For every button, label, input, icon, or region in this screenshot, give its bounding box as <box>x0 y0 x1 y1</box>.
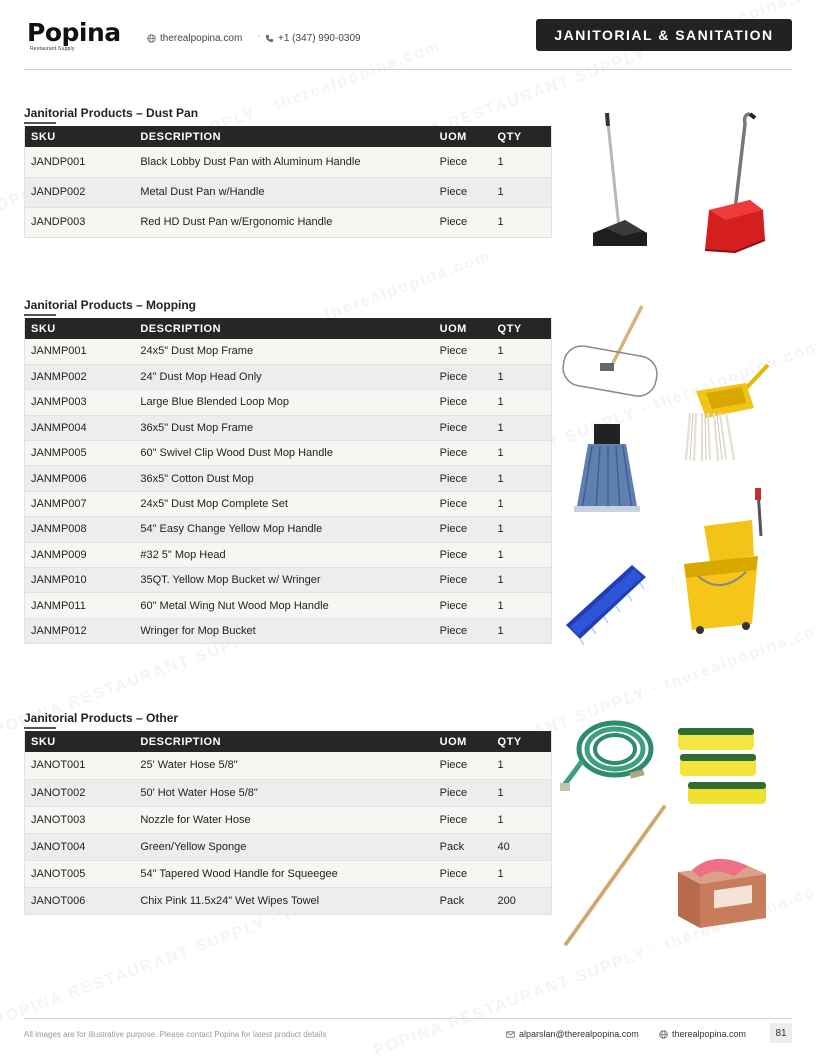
cell-description: Chix Pink 11.5x24" Wet Wipes Towel <box>134 887 433 914</box>
yellow-mop-bucket-image <box>676 486 771 636</box>
table-row <box>25 339 552 364</box>
cell-qty: 1 <box>492 339 552 364</box>
cell-sku: JANOT001 <box>25 752 135 779</box>
cell-qty: 1 <box>492 207 552 237</box>
mopping-table <box>24 318 552 644</box>
cell-qty: 1 <box>492 568 552 593</box>
table-header-row <box>25 318 552 339</box>
table-row <box>25 415 552 440</box>
cell-qty: 200 <box>492 887 552 914</box>
col-qty: QTY <box>492 731 552 752</box>
cell-sku: JANDP003 <box>25 207 135 237</box>
table-row <box>25 466 552 491</box>
header-website[interactable] <box>147 33 242 44</box>
brand-logo[interactable] <box>27 18 121 54</box>
cell-qty: 1 <box>492 364 552 389</box>
footer-divider <box>24 1018 792 1019</box>
cell-uom: Pack <box>434 833 492 860</box>
footer-website[interactable] <box>659 1029 746 1039</box>
table-header-row <box>25 126 552 147</box>
table-row <box>25 491 552 516</box>
cell-sku: JANOT003 <box>25 806 135 833</box>
yellow-mop-handle-image <box>676 363 771 463</box>
cell-description: 24x5" Dust Mop Frame <box>134 339 433 364</box>
blue-dust-mop-image <box>562 563 662 655</box>
section-title-other: Janitorial Products – Other <box>24 711 179 725</box>
page-number: 81 <box>770 1023 792 1043</box>
page-header <box>0 0 816 70</box>
cell-uom: Piece <box>434 415 492 440</box>
dust-mop-frame-image <box>560 303 660 398</box>
cell-qty: 1 <box>492 542 552 567</box>
header-phone-text: +1 (347) 990-0309 <box>278 33 361 44</box>
table-row <box>25 177 552 207</box>
cell-sku: JANOT002 <box>25 779 135 806</box>
cell-uom: Piece <box>434 177 492 207</box>
cell-qty: 1 <box>492 415 552 440</box>
cell-sku: JANMP010 <box>25 568 135 593</box>
cell-qty: 40 <box>492 833 552 860</box>
cell-uom: Piece <box>434 491 492 516</box>
header-separator: · <box>257 31 261 42</box>
cell-uom: Piece <box>434 568 492 593</box>
col-sku: SKU <box>25 126 135 147</box>
sponge-image <box>676 722 768 810</box>
header-website-text: therealpopina.com <box>160 33 243 44</box>
cell-description: 60" Swivel Clip Wood Dust Mop Handle <box>134 441 433 466</box>
table-row <box>25 833 552 860</box>
cell-description: Large Blue Blended Loop Mop <box>134 390 433 415</box>
table-row <box>25 568 552 593</box>
table-row <box>25 441 552 466</box>
cell-description: 24x5" Dust Mop Complete Set <box>134 491 433 516</box>
footer-website-text: therealpopina.com <box>672 1029 747 1039</box>
cell-description: Green/Yellow Sponge <box>134 833 433 860</box>
cell-uom: Piece <box>434 390 492 415</box>
cell-sku: JANMP003 <box>25 390 135 415</box>
globe-icon <box>147 34 156 43</box>
col-uom: UOM <box>434 126 492 147</box>
footer-email-text: alparslan@therealpopina.com <box>519 1029 639 1039</box>
cell-sku: JANOT006 <box>25 887 135 914</box>
footer-email[interactable] <box>506 1029 639 1039</box>
cell-description: 50' Hot Water Hose 5/8" <box>134 779 433 806</box>
col-uom: UOM <box>434 318 492 339</box>
cell-description: Metal Dust Pan w/Handle <box>134 177 433 207</box>
col-description: DESCRIPTION <box>134 318 433 339</box>
table-row <box>25 207 552 237</box>
logo-subtitle: Restaurant Supply <box>30 46 75 52</box>
cell-uom: Piece <box>434 517 492 542</box>
cell-description: 36x5" Cotton Dust Mop <box>134 466 433 491</box>
table-row <box>25 779 552 806</box>
cell-uom: Piece <box>434 364 492 389</box>
mail-icon <box>506 1030 515 1039</box>
section-title-mopping: Janitorial Products – Mopping <box>24 298 197 312</box>
cell-uom: Piece <box>434 806 492 833</box>
col-description: DESCRIPTION <box>134 731 433 752</box>
cell-sku: JANMP011 <box>25 593 135 618</box>
col-sku: SKU <box>25 318 135 339</box>
cell-qty: 1 <box>492 860 552 887</box>
cell-sku: JANMP001 <box>25 339 135 364</box>
table-row <box>25 147 552 177</box>
phone-icon <box>265 34 274 43</box>
cell-uom: Piece <box>434 207 492 237</box>
header-divider <box>24 69 792 70</box>
cell-uom: Piece <box>434 339 492 364</box>
cell-description: 24" Dust Mop Head Only <box>134 364 433 389</box>
col-description: DESCRIPTION <box>134 126 433 147</box>
cell-description: 60" Metal Wing Nut Wood Mop Handle <box>134 593 433 618</box>
col-uom: UOM <box>434 731 492 752</box>
table-row <box>25 618 552 643</box>
cell-description: 25' Water Hose 5/8" <box>134 752 433 779</box>
cell-sku: JANMP005 <box>25 441 135 466</box>
cell-sku: JANDP002 <box>25 177 135 207</box>
cell-uom: Piece <box>434 618 492 643</box>
black-dust-pan-image <box>585 108 655 253</box>
dust-pan-table <box>24 126 552 238</box>
cell-sku: JANMP008 <box>25 517 135 542</box>
cell-qty: 1 <box>492 618 552 643</box>
cell-uom: Piece <box>434 441 492 466</box>
cell-description: Wringer for Mop Bucket <box>134 618 433 643</box>
table-row <box>25 517 552 542</box>
other-table <box>24 731 552 915</box>
table-row <box>25 364 552 389</box>
water-hose-image <box>560 713 660 798</box>
wood-handle-image <box>560 804 668 948</box>
cell-description: 54" Easy Change Yellow Mop Handle <box>134 517 433 542</box>
cell-description: Red HD Dust Pan w/Ergonomic Handle <box>134 207 433 237</box>
cell-uom: Piece <box>434 860 492 887</box>
footer-disclaimer: All images are for illustrative purpose. Please contact Popina for latest product details <box>24 1030 327 1039</box>
cell-qty: 1 <box>492 466 552 491</box>
table-row <box>25 390 552 415</box>
cell-qty: 1 <box>492 593 552 618</box>
cell-sku: JANMP009 <box>25 542 135 567</box>
cell-sku: JANMP002 <box>25 364 135 389</box>
table-row <box>25 860 552 887</box>
table-header-row <box>25 731 552 752</box>
red-dust-pan-image <box>695 110 775 255</box>
cell-qty: 1 <box>492 517 552 542</box>
cell-sku: JANOT004 <box>25 833 135 860</box>
cell-uom: Piece <box>434 593 492 618</box>
table-row <box>25 806 552 833</box>
cell-sku: JANOT005 <box>25 860 135 887</box>
cell-sku: JANDP001 <box>25 147 135 177</box>
section-badge: JANITORIAL & SANITATION <box>536 19 792 51</box>
cell-qty: 1 <box>492 390 552 415</box>
wet-wipes-image <box>674 848 770 930</box>
cell-description: 54" Tapered Wood Handle for Squeegee <box>134 860 433 887</box>
table-row <box>25 752 552 779</box>
cell-qty: 1 <box>492 806 552 833</box>
table-row <box>25 887 552 914</box>
cell-description: 36x5" Dust Mop Frame <box>134 415 433 440</box>
cell-qty: 1 <box>492 147 552 177</box>
cell-sku: JANMP006 <box>25 466 135 491</box>
blue-loop-mop-image <box>568 420 648 515</box>
col-qty: QTY <box>492 126 552 147</box>
cell-uom: Piece <box>434 752 492 779</box>
cell-uom: Piece <box>434 779 492 806</box>
section-title-dust-pan: Janitorial Products – Dust Pan <box>24 106 199 120</box>
cell-uom: Piece <box>434 542 492 567</box>
cell-description: #32 5" Mop Head <box>134 542 433 567</box>
cell-uom: Piece <box>434 466 492 491</box>
cell-qty: 1 <box>492 441 552 466</box>
header-phone[interactable] <box>265 33 361 44</box>
logo-text: Popina <box>27 18 121 47</box>
table-row <box>25 593 552 618</box>
cell-sku: JANMP007 <box>25 491 135 516</box>
cell-qty: 1 <box>492 177 552 207</box>
col-qty: QTY <box>492 318 552 339</box>
cell-description: Nozzle for Water Hose <box>134 806 433 833</box>
cell-qty: 1 <box>492 779 552 806</box>
cell-qty: 1 <box>492 491 552 516</box>
cell-uom: Pack <box>434 887 492 914</box>
globe-icon <box>659 1030 668 1039</box>
cell-sku: JANMP004 <box>25 415 135 440</box>
cell-uom: Piece <box>434 147 492 177</box>
table-row <box>25 542 552 567</box>
cell-description: Black Lobby Dust Pan with Aluminum Handle <box>134 147 433 177</box>
cell-qty: 1 <box>492 752 552 779</box>
col-sku: SKU <box>25 731 135 752</box>
cell-description: 35QT. Yellow Mop Bucket w/ Wringer <box>134 568 433 593</box>
cell-sku: JANMP012 <box>25 618 135 643</box>
